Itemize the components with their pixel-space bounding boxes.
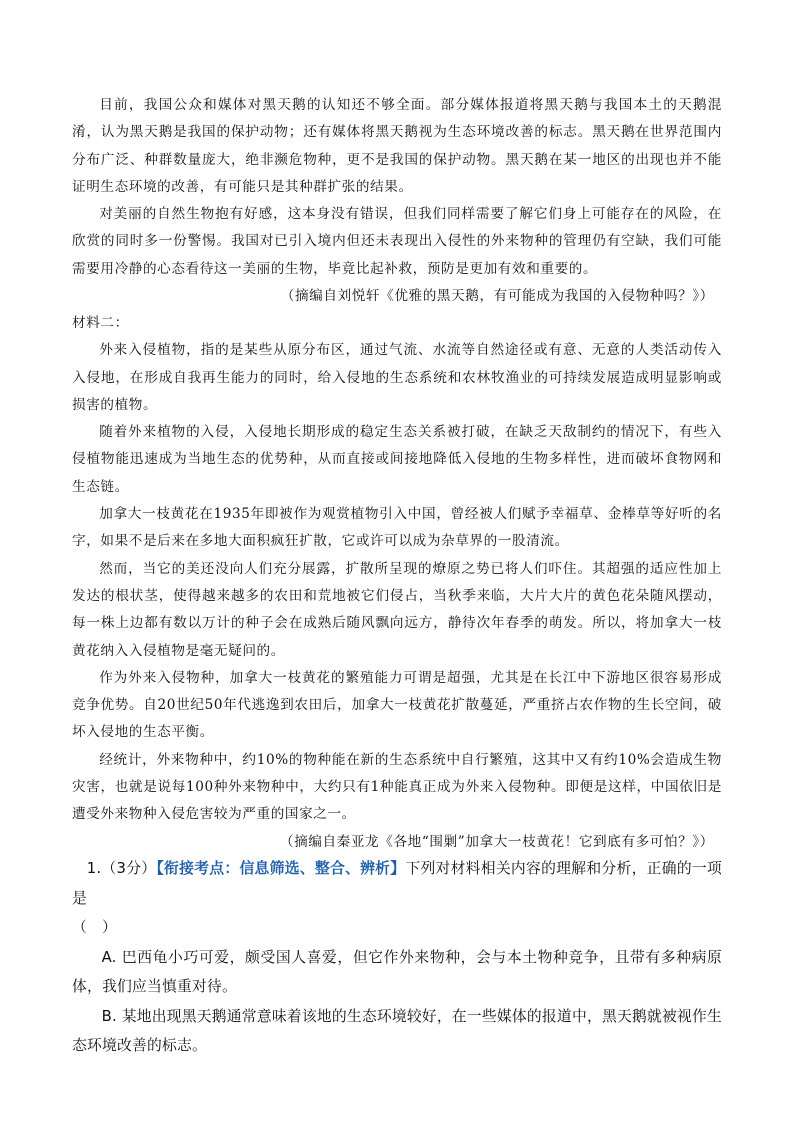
question-number: 1. — [86, 860, 102, 877]
material-one-paragraph: 目前，我国公众和媒体对黑天鹅的认知还不够全面。部分媒体报道将黑天鹅与我国本土的天鹅混淆，认为黑天鹅是我国的保护动物；还有媒体将黑天鹅视为生态环境改善的标志。黑天鹅在世界范围内分布广泛、种群数量庞大，绝非濒危物种，更不是我国的保护动物。黑天鹅在某一地区的出现也并不能证明生态环境的改善，有可能只是其种群扩张的结果。 — [72, 97, 722, 195]
material-two-paragraph: 外来入侵植物，指的是某些从原分布区，通过气流、水流等自然途径或有意、无意的人类活动传入入侵地，在形成自我再生能力的同时，给入侵地的生态系统和农林牧渔业的可持续发展造成明显影响或损害的植物。 — [72, 342, 722, 413]
material-one-source: （摘编自刘悦轩《优雅的黑天鹅，有可能成为我国的入侵物种吗？》） — [280, 288, 714, 305]
option-a[interactable]: A. 巴西龟小巧可爱，颇受国人喜爱，但它作外来物种，会与本土物种竞争，且带有多种病原体，我们应当慎重对待。 — [72, 948, 722, 995]
option-b[interactable]: B. 某地出现黑天鹅通常意味着该地的生态环境较好，在一些媒体的报道中，黑天鹅就被视作生态环境改善的标志。 — [72, 1007, 722, 1054]
knowledge-point-tag: 【衔接考点：信息筛选、整合、辨析】 — [156, 860, 406, 877]
material-two-paragraph: 随着外来植物的入侵，入侵地长期形成的稳定生态关系被打破，在缺乏天敌制约的情况下，有些入侵植物能迅速成为当地生态的优势种，从而直接或间接地降低入侵地的生物多样性，进而破坏食物网和生态链。 — [72, 424, 722, 495]
material-two-paragraph: 加拿大一枝黄花在1935年即被作为观赏植物引入中国，曾经被人们赋予幸福草、金棒草等好听的名字，如果不是后来在多地大面积疯狂扩散，它或许可以成为杂草界的一股清流。 — [72, 506, 722, 550]
question-stem-line — [72, 854, 722, 913]
material-two-paragraph: 作为外来入侵物种，加拿大一枝黄花的繁殖能力可谓是超强，尤其是在长江中下游地区很容易形成竞争优势。自20世纪50年代逃逸到农田后，加拿大一枝黄花扩散蔓延，严重挤占农作物的生长空间，破坏入侵地的生态平衡。 — [72, 669, 722, 741]
material-two-paragraph: 经统计，外来物种中，约10%的物种能在新的生态系统中自行繁殖，这其中又有约10%会造成生物灾害，也就是说每100种外来物种中，大约只有1种能真正成为外来入侵物种。即便是这样，中国依旧是遭受外来物种入侵危害较为严重的国家之一。 — [72, 751, 722, 823]
material-two — [72, 310, 722, 856]
question-score: （3分） — [101, 860, 157, 877]
material-one — [72, 92, 722, 310]
material-two-paragraph: 然而，当它的美还没向人们充分展露，扩散所呈现的燎原之势已将人们吓住。其超强的适应性加上发达的根状茎，使得越来越多的农田和荒地被它们侵占，当秋季来临，大片大片的黄色花朵随风摆动，每一株上边都有数以万计的种子会在成熟后随风飘向远方，静待次年春季的萌发。所以，将加拿大一枝黄花纳入入侵植物是毫无疑问的。 — [72, 560, 722, 659]
answer-blank: （ ） — [72, 919, 117, 936]
material-one-paragraph: 对美丽的自然生物抱有好感，这本身没有错误，但我们同样需要了解它们身上可能存在的风险，在欣赏的同时多一份警惕。我国对已引入境内但还未表现出入侵性的外来物种的管理仍有空缺，我们可能需要用冷静的心态看待这一美丽的生物，毕竟比起补救，预防是更加有效和重要的。 — [72, 206, 722, 277]
material-two-heading: 材料二： — [72, 315, 129, 331]
question-1 — [72, 854, 722, 1061]
question-stem: 下列对材料相关内容的理解和分析，正确的一项是 — [72, 860, 722, 907]
material-two-source: （摘编自秦亚龙《各地“围剿”加拿大一枝黄花！它到底有多可怕？》） — [279, 833, 714, 850]
